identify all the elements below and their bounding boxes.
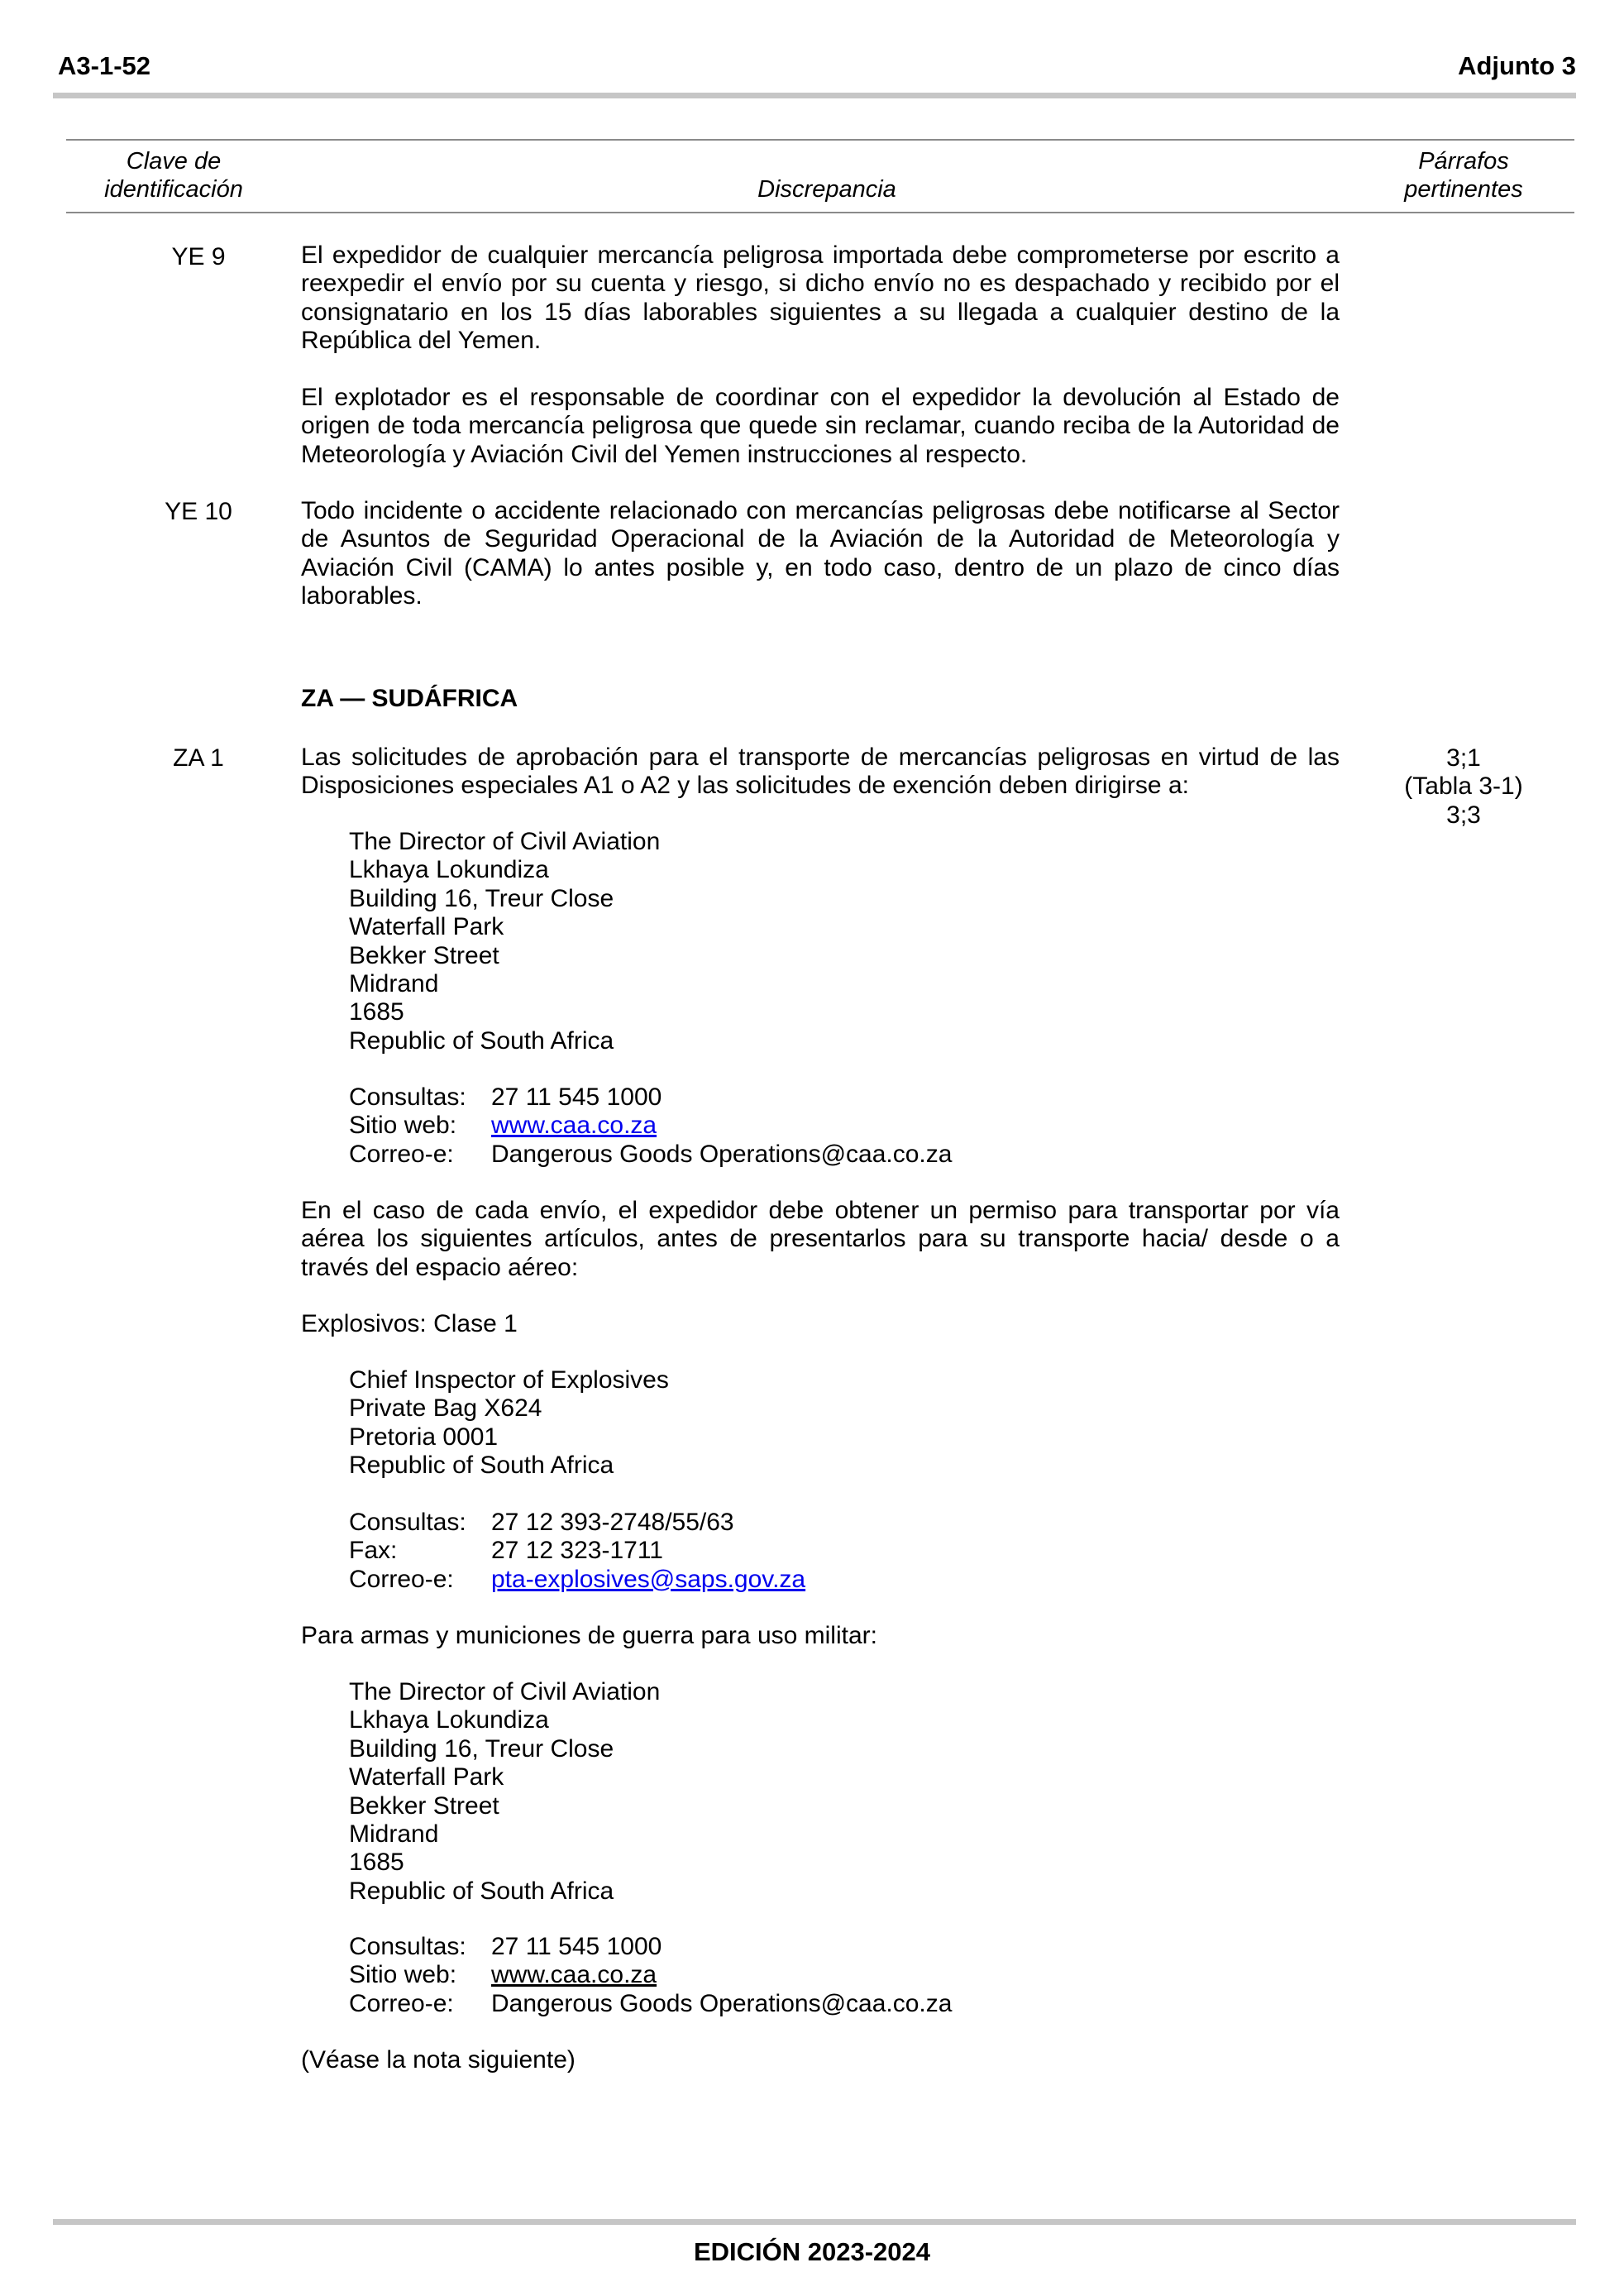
ye9-paragraph-1: El expedidor de cualquier mercancía peligrosa importada debe comprometerse por escrito a reexpedir el envío por su cuenta y riesgo, si dicho envío no es despachado y recibido por el consignatario en los 15 días laborables siguientes a su llegada a cualquier destino de la República del Yemen. [301,242,1340,355]
za1-refs: 3;1 (Tabla 3-1) 3;3 [1404,744,1523,829]
address-civil-aviation-1: The Director of Civil Aviation Lkhaya Lokundiza Building 16, Treur Close Waterfall Park Bekker Street Midrand 1685 Republic of South Africa [349,828,661,1055]
address-explosives: Chief Inspector of Explosives Private Bag X624 Pretoria 0001 Republic of South Africa [349,1366,669,1480]
explosives-label: Explosivos: Clase 1 [301,1310,518,1337]
address-civil-aviation-2: The Director of Civil Aviation Lkhaya Lokundiza Building 16, Treur Close Waterfall Park Bekker Street Midrand 1685 Republic of South Africa [349,1678,661,1905]
col-header-discrepancy: Discrepancia [757,176,896,203]
page-code: A3-1-52 [58,51,150,80]
explosives-email-link[interactable]: pta-explosives@saps.gov.za [491,1565,806,1593]
col-header-refs: Párrafos pertinentes [1404,148,1523,203]
contact-block-2: Consultas: 27 12 393-2748/55/63 Fax: 27 12 323-1711 Correo-e: pta-explosives@saps.gov.za [349,1509,806,1593]
ye10-key: YE 10 [165,498,232,525]
za1-key: ZA 1 [173,744,224,772]
contact-block-3: Consultas: 27 11 545 1000 Sitio web: www.caa.co.za Correo-e: Dangerous Goods Operations@caa.co.za [349,1933,953,2017]
caa-website-text[interactable]: www.caa.co.za [491,1961,657,1989]
permit-paragraph: En el caso de cada envío, el expedidor debe obtener un permiso para transportar por vía aérea los siguientes artículos, antes de presentarlos para su transporte hacia/ desde o a través del espacio aéreo: [301,1197,1340,1281]
edition-footer: EDICIÓN 2023-2024 [693,2237,931,2266]
za1-intro: Las solicitudes de aprobación para el transporte de mercancías peligrosas en virtud de las Disposiciones especiales A1 o A2 y las solicitudes de exención deben dirigirse a: [301,744,1340,800]
ye9-paragraph-2: El explotador es el responsable de coordinar con el expedidor la devolución al Estado de origen de toda mercancía peligrosa que quede sin reclamar, cuando reciba de la Autoridad de Meteorología y Aviación Civil del Yemen instrucciones al respecto. [301,384,1340,468]
ye10-paragraph: Todo incidente o accidente relacionado con mercancías peligrosas debe notificarse al Sector de Asuntos de Seguridad Operacional de la Aviación de la Autoridad de Meteorología y Aviación Civil (CAMA) lo antes posible y, en todo caso, dentro de un plazo de cinco días laborables. [301,497,1340,610]
footer-rule [53,2219,1576,2225]
section-title: Adjunto 3 [1458,51,1576,80]
contact-block-1: Consultas: 27 11 545 1000 Sitio web: www.caa.co.za Correo-e: Dangerous Goods Operations@caa.co.za [349,1083,953,1168]
see-note: (Véase la nota siguiente) [301,2046,576,2074]
table-top-rule [66,139,1574,141]
ye9-key: YE 9 [171,243,226,270]
za-heading: ZA — SUDÁFRICA [301,685,518,712]
header-rule [53,93,1576,98]
table-header-rule [66,212,1574,213]
caa-website-link[interactable]: www.caa.co.za [491,1112,657,1140]
arms-label: Para armas y municiones de guerra para uso militar: [301,1622,877,1649]
col-header-key: Clave de identificación [104,148,243,203]
